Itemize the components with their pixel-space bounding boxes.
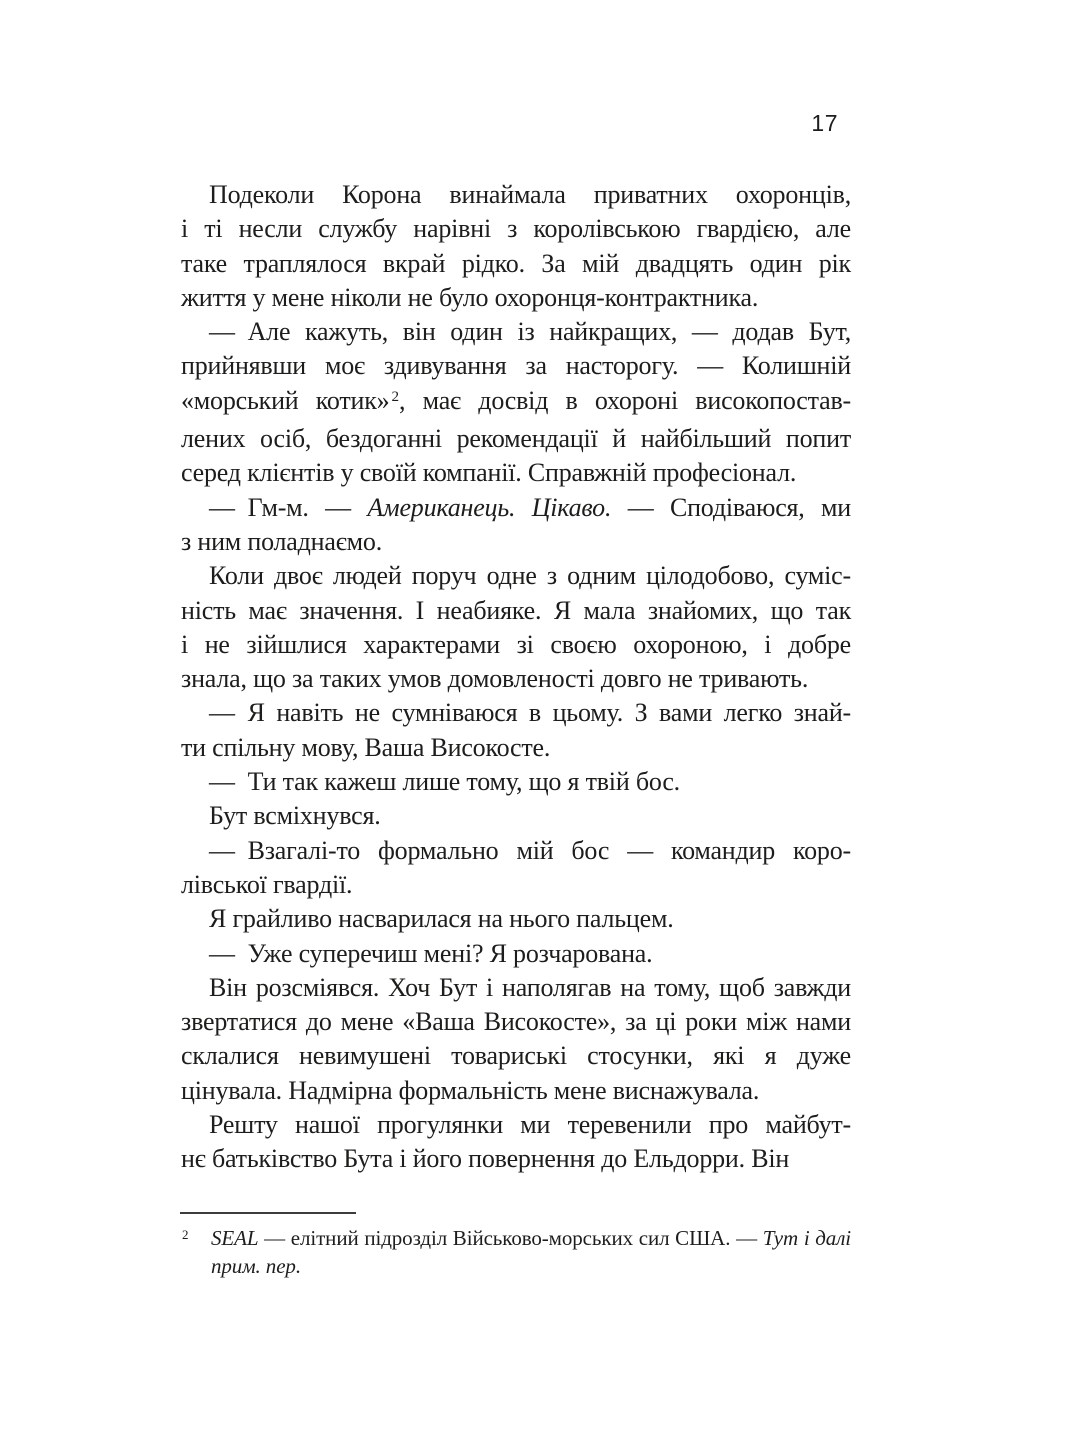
text-segment: SEAL xyxy=(211,1226,259,1250)
text-line xyxy=(181,212,851,246)
text-segment: і не зійшлися характерами зі своєю охороною, і добре xyxy=(181,629,851,659)
text-line xyxy=(181,628,851,662)
text-segment: — Ти так кажеш лише тому, що я твій бос. xyxy=(209,767,680,797)
text-line xyxy=(181,1074,851,1108)
text-segment: — Сподіваюся, ми xyxy=(611,492,852,522)
text-segment: звертатися до мене «Ваша Високосте», за ці роки між нами xyxy=(181,1007,851,1037)
text-line xyxy=(181,799,851,833)
text-segment: Бут всміхнувся. xyxy=(209,801,381,831)
text-segment: прийнявши моє здивування за насторогу. — Колишній xyxy=(181,351,851,381)
text-line xyxy=(181,384,851,422)
text-line xyxy=(181,1108,851,1142)
text-line xyxy=(181,594,851,628)
paragraph xyxy=(181,315,851,490)
footnote-separator-rule xyxy=(180,1212,356,1214)
text-line xyxy=(211,1252,851,1280)
text-segment: лених осіб, бездоганні рекомендації й найбільший попит xyxy=(181,424,851,454)
text-line xyxy=(181,247,851,281)
paragraph xyxy=(181,971,851,1108)
text-line xyxy=(181,731,851,765)
text-segment: Подеколи Корона винаймала приватних охоронців, xyxy=(209,180,851,209)
text-segment: — Я навіть не сумніваюся в цьому. З вами легко знай- xyxy=(209,698,851,728)
paragraph xyxy=(181,902,851,936)
text-segment: таке траплялося вкрай рідко. За мій двадцять один рік xyxy=(181,248,851,278)
text-segment: Решту нашої прогулянки ми теревенили про майбут- xyxy=(209,1110,851,1140)
paragraph xyxy=(181,559,851,696)
text-segment: нє батьківство Бута і його повернення до Ельдорри. Він xyxy=(181,1144,790,1174)
text-line xyxy=(181,1039,851,1073)
text-line xyxy=(211,1224,851,1252)
text-segment: склалися невимушені товариські стосунки, які я дуже xyxy=(181,1041,851,1071)
text-line xyxy=(181,178,851,212)
text-line xyxy=(181,937,851,971)
text-segment: знала, що за таких умов домовленості довго не тривають. xyxy=(181,664,809,694)
paragraph xyxy=(181,696,851,765)
text-line xyxy=(181,971,851,1005)
text-line xyxy=(181,902,851,936)
text-line xyxy=(181,422,851,456)
text-line xyxy=(181,834,851,868)
text-line xyxy=(181,349,851,383)
text-segment: з ним поладнаємо. xyxy=(181,526,383,556)
footnote-marker: 2 xyxy=(182,1227,189,1242)
paragraph xyxy=(181,834,851,903)
text-segment: , має досвід в охороні високопостав- xyxy=(399,385,851,415)
text-line xyxy=(181,1005,851,1039)
paragraph xyxy=(181,1108,851,1177)
paragraph xyxy=(181,178,851,315)
text-segment: Я грайливо насварилася на нього пальцем. xyxy=(209,904,674,934)
page-number: 17 xyxy=(811,110,838,136)
text-segment: — Уже суперечиш мені? Я розчарована. xyxy=(209,938,653,968)
text-segment: «морський котик» xyxy=(181,385,390,415)
text-line xyxy=(181,868,851,902)
page-body-text xyxy=(181,178,851,1177)
superscript-footnote-ref: 2 xyxy=(391,388,400,405)
text-line xyxy=(181,696,851,730)
text-segment: Він розсміявся. Хоч Бут і наполягав на тому, щоб завжди xyxy=(209,972,851,1002)
text-segment: — елітний підрозділ Військово-морських сил США. — xyxy=(258,1226,763,1250)
text-line xyxy=(181,456,851,490)
text-line xyxy=(181,662,851,696)
text-segment: Тут і далі xyxy=(762,1226,851,1250)
paragraph xyxy=(181,765,851,799)
text-segment: цінувала. Надмірна формальність мене виснажувала. xyxy=(181,1075,760,1105)
text-segment: лівської гвардії. xyxy=(181,869,353,899)
text-segment: — Гм-м. — xyxy=(209,492,368,522)
text-line xyxy=(181,559,851,593)
text-line xyxy=(181,1142,851,1176)
text-line xyxy=(181,765,851,799)
text-line xyxy=(181,491,851,525)
paragraph xyxy=(181,937,851,971)
text-segment: — Але кажуть, він один із найкращих, — додав Бут, xyxy=(209,317,851,347)
text-line xyxy=(181,525,851,559)
text-line xyxy=(181,281,851,315)
paragraph xyxy=(181,799,851,833)
text-segment: прим. пер. xyxy=(211,1254,301,1278)
text-segment: ти спільну мову, Ваша Високосте. xyxy=(181,732,551,762)
text-segment: життя у мене ніколи не було охоронця-контрактника. xyxy=(181,282,759,312)
text-line xyxy=(181,315,851,349)
text-segment: серед клієнтів у своїй компанії. Справжній професіонал. xyxy=(181,458,797,488)
text-segment: і ті несли службу нарівні з королівською гвардією, але xyxy=(181,214,851,244)
text-segment: — Взагалі-то формально мій бос — командир коро- xyxy=(209,835,851,865)
footnote-text xyxy=(211,1224,851,1280)
text-segment: Американець. Цікаво. xyxy=(367,492,612,522)
text-segment: Коли двоє людей поруч одне з одним цілодобово, суміс- xyxy=(209,561,851,591)
text-segment: ність має значення. І неабияке. Я мала знайомих, що так xyxy=(181,595,851,625)
paragraph xyxy=(181,491,851,560)
